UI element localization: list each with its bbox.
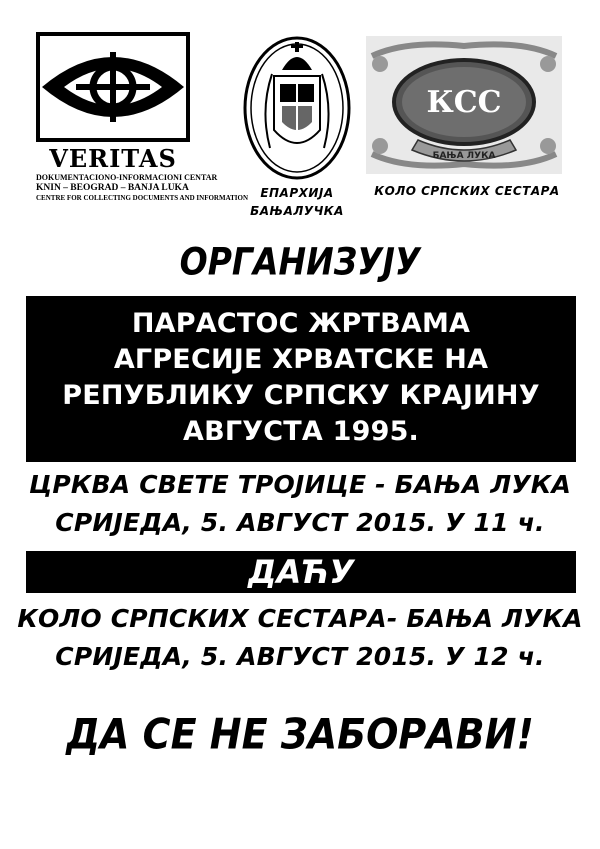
closing-slogan: ДА СЕ НЕ ЗАБОРАВИ! [66,709,534,759]
eparchy-seal-icon [242,30,352,180]
kss-emblem-icon [366,36,562,174]
veritas-english: CENTRE FOR COLLECTING DOCUMENTS AND INFORMATION [36,194,249,202]
service-place: ЦРКВА СВЕТЕ ТРОЈИЦЕ - БАЊА ЛУКА [28,470,571,499]
event-line-2: АГРЕСИЈЕ ХРВАТСКЕ НА [113,344,489,375]
veritas-logo [36,32,249,203]
veritas-cities: KNIN – BEOGRAD – BANJA LUKA [36,183,189,193]
eparchy-caption-line1: ЕПАРХИЈА [260,186,334,200]
service-datetime: СРИЈЕДА, 5. АВГУСТ 2015. У 11 ч. [55,508,545,537]
event-box [26,296,576,462]
event-line-4: АВГУСТА 1995. [182,416,420,447]
eparchy-caption-line2: БАЊАЛУЧКА [250,204,344,218]
logo-row [0,0,600,240]
eparchy-caption [232,184,362,220]
veritas-emblem-icon [36,32,190,142]
veritas-name: VERITAS [49,144,177,173]
event-line-3: РЕПУБЛИКУ СРПСКУ КРАЈИНУ [62,380,540,411]
organizers-heading: ОРГАНИЗУЈУ [179,239,421,284]
kss-emblem-letters: КСС [426,85,502,120]
kss-emblem-arc: БАЊА ЛУКА [432,151,496,161]
kss-caption: КОЛО СРПСКИХ СЕСТАРА [374,184,560,198]
event-line-1: ПАРАСТОС ЖРТВАМА [131,308,471,339]
gift-datetime: СРИЈЕДА, 5. АВГУСТ 2015. У 12 ч. [55,642,545,671]
gift-heading-box [26,551,576,593]
gift-heading: ДАЋУ [247,553,355,591]
gift-place: КОЛО СРПСКИХ СЕСТАРА- БАЊА ЛУКА [17,604,583,633]
veritas-subtitle: DOKUMENTACIONO-INFORMACIONI CENTAR [36,173,218,182]
